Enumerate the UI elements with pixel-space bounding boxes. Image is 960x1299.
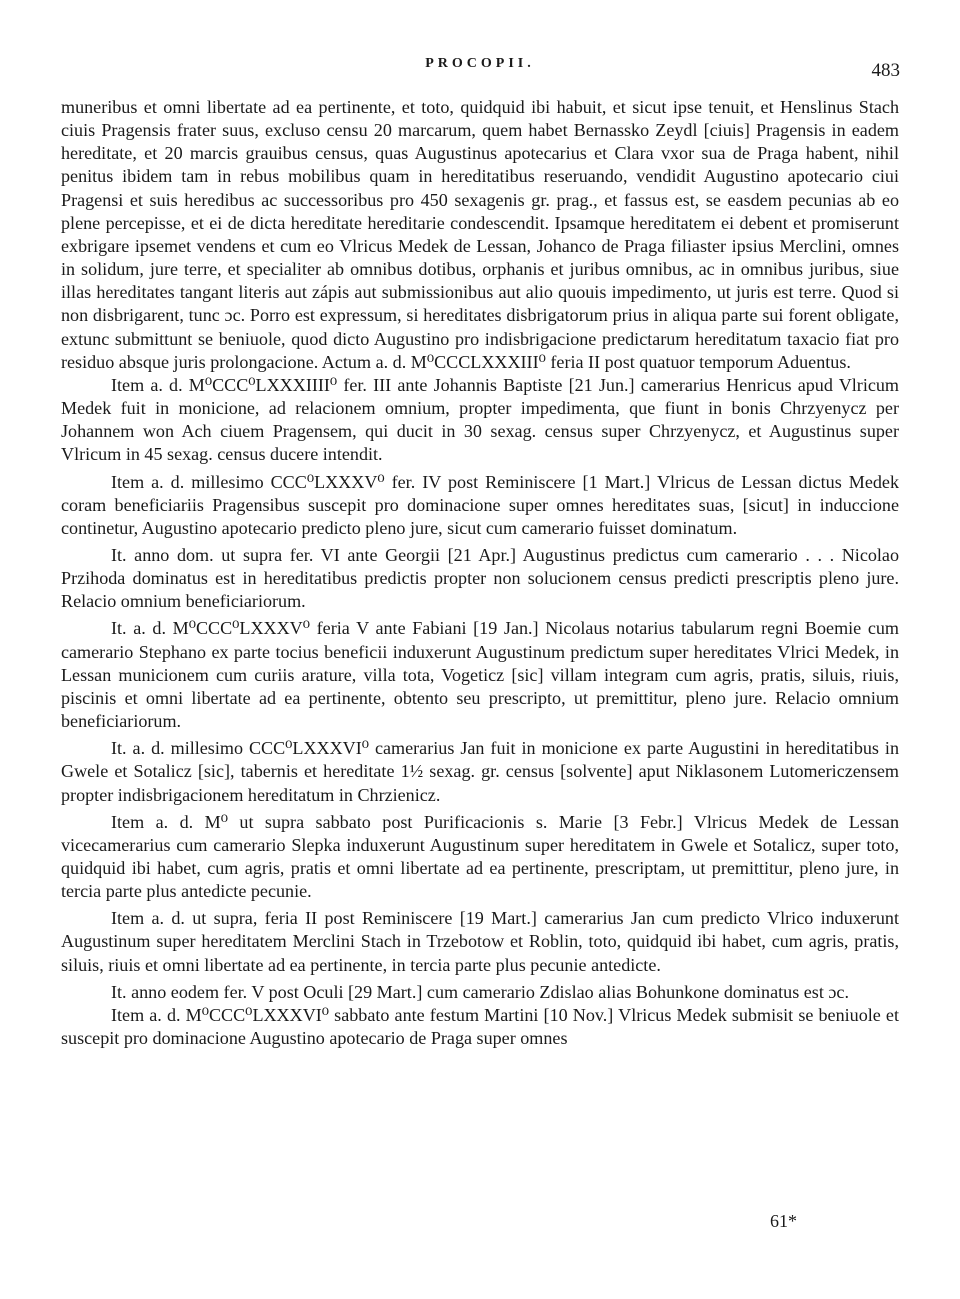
paragraph: It. a. d. M⁰CCC⁰LXXXV⁰ feria V ante Fabiani [19 Jan.] Nicolaus notarius tabularum regni Boemie cum camerario Stephano ex parte tocius beneficii induxerunt Augustinum predictum super hereditates Vlrici Medek, in Lessan municionem cum curiis arature, villa tota, Vogeticz [sic] villam integram cum agris, pratis, siluis, riuis, piscinis et omni libertate ad ea pertinente, obtento seu prescripto, ut premittitur, pleno jure. Relacio omnium beneficiariorum.	[61, 618, 899, 732]
paragraph: Item a. d. M⁰ ut supra sabbato post Purificacionis s. Marie [3 Febr.] Vlricus Medek de Lessan vicecamerarius cum camerario Slepka induxerunt Augustinum super hereditatem in Gwele et Sotalicz, super toto, quidquid ibi habet, cum agris, pratis et omni libertate ad ea pertinente, prescriptam, ut premittitur, pleno jure, in tercia parte plus antedicte pecunie.	[61, 811, 899, 902]
paragraph: Item a. d. millesimo CCC⁰LXXXV⁰ fer. IV post Reminiscere [1 Mart.] Vlricus de Lessan dictus Medek coram beneficiariis Pragensibus suscepit pro dominacione super omnes hereditates suas, [sicut] in induccione continetur, Augustino apotecario predicto pleno jure, sicut cum camerario fuisset dominatum.	[61, 471, 899, 538]
signature-mark: 61*	[770, 1211, 797, 1231]
body-text	[61, 96, 899, 1050]
running-head	[60, 56, 900, 82]
paragraph: It. anno eodem fer. V post Oculi [29 Mart.] cum camerario Zdislao alias Bohunkone dominatus est ɔc.	[111, 981, 849, 1002]
paragraph: It. anno dom. ut supra fer. VI ante Georgii [21 Apr.] Augustinus predictus cum camerario . . . Nicolao Przihoda dominatus est in hereditatibus predictis propter non solucionem census predicti prescriptis pleno jure. Relacio omnium beneficiariorum.	[61, 544, 899, 612]
paragraph: It. a. d. millesimo CCC⁰LXXXVI⁰ camerarius Jan fuit in monicione ex parte Augustini in hereditatibus in Gwele et Sotalicz [sic], tabernis et hereditate 1½ sexag. gr. census [solvente] aput Niklasonem Lutomericzensem propter indisbrigacionem hereditatum in Chrzienicz.	[61, 738, 899, 805]
running-title: PROCOPII.	[425, 56, 535, 71]
paragraph: muneribus et omni libertate ad ea pertinente, et toto, quidquid ibi habuit, et sicut ipse tenuit, et Henslinus Stach ciuis Pragensis frater suus, excluso censu 20 marcarum, quem habet Bernassko Zeydl [ciuis] Pragensis in eadem hereditate, et 20 marcis grauibus census, quas Augustinus apotecarius et Clara vxor sua de Praga habent, nihil penitus ibidem tam in rebus mobilibus quam in hereditatibus reseruando, vendidit Augustino apotecario ciui Pragensi et suis heredibus ac successoribus pro 450 sexagenis gr. prag., et fassus est, se easdem pecunias ab eo plene percepisse, et ei de dicta hereditate hereditarie condescendit. Ipsamque hereditatem ei debent et promiserunt exbrigare ipsemet vendens et cum eo Vlricus Medek de Lessan, Johanco de Praga filiaster ipsius Merclini, omnes in solidum, jure terre, et specialiter ab omnibus dotibus, orphanis et juribus omnibus, ac in omnibus juribus, siue illas hereditates tangant literis aut zápis aut submissionibus aut alio quouis impedimento, ut juris est terre. Quod si non disbrigarent, tunc ɔc. Porro est expressum, si hereditates disbrigatorum prius in aliqua parte sui forent obligate, extunc submittunt se beniuole, quod dicto Augustino pro indisbrigacione predictarum hereditatum taxacio fiat pro residuo absque juris prolongacione. Actum a. d. M⁰CCCLXXXIII⁰ feria II post quatuor temporum Aduentus.	[61, 97, 899, 372]
page-number: 483	[871, 60, 900, 81]
paragraph: Item a. d. ut supra, feria II post Reminiscere [19 Mart.] camerarius Jan cum predicto Vlrico induxerunt Augustinum super hereditatem Merclini Stach in Trzebotow et Roblin, toto, quidquid ibi habet, cum agris, pratis, siluis, riuis et omni libertate ad ea pertinente, in tercia parte plus pecunie antedicte.	[61, 908, 899, 975]
paragraph: Item a. d. M⁰CCC⁰LXXXVI⁰ sabbato ante festum Martini [10 Nov.] Vlricus Medek submisit se beniuole et suscepit pro dominacione Augustino apotecario de Praga super omnes	[61, 1004, 899, 1049]
paragraph: Item a. d. M⁰CCC⁰LXXXIIII⁰ fer. III ante Johannis Baptiste [21 Jun.] camerarius Henricus apud Vlricum Medek fuit in monicione, ad relacionem omnium, propter impedimenta, que fiunt in bonis Chrzyenycz per Johannem won Ach ciuem Pragensem, qui ducit in 30 sexag. census super Chrzyenycz, et Augustinus super Vlricum in 45 sexag. census ducere intendit.	[61, 374, 899, 465]
